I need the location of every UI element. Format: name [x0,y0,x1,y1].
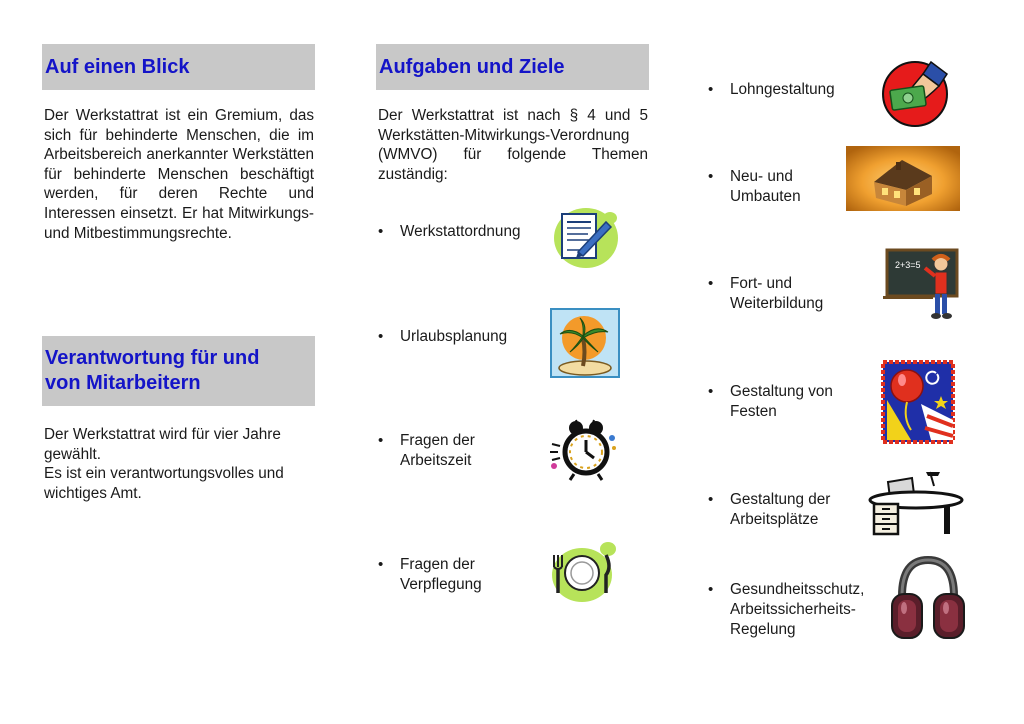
heading-verantwortung [42,336,315,406]
heading-auf-einen-blick: Auf einen Blick [42,44,315,90]
list-item-label-line1: • Fragen der [400,432,475,449]
list-item-gesundheitsschutz [706,580,886,640]
ear-protection-icon [888,556,968,642]
paragraph-responsibility [44,425,314,503]
list-item-label-line2: Arbeitszeit [400,452,472,469]
list-item-label-line2: Verpflegung [400,576,482,593]
list-item-festen [706,382,881,422]
heading-aufgaben-und-ziele: Aufgaben und Ziele [376,44,649,90]
paragraph-tasks-intro: Der Werkstattrat ist nach § 4 und 5 Werkstätten-Mitwirkungs-Verordnung (WMVO) für folgende Themen zuständig: [378,107,648,183]
list-item-arbeitszeit [376,431,546,471]
heading-verantwortung-line2: von Mitarbeitern [45,372,201,394]
list-item-label-line2: Festen [730,403,777,420]
party-balloon-icon [881,360,955,444]
paragraph-responsibility-line3: Es ist ein verantwortungsvolles und [44,465,284,483]
list-item-label: • Urlaubsplanung [400,328,508,345]
list-item-label: • Lohngestaltung [730,81,835,98]
heading-verantwortung-line1: Verantwortung für und [45,347,260,369]
list-item-label-line2: Weiterbildung [730,295,824,312]
list-item-label-line1: • Fragen der [400,556,475,573]
list-item-label-line1: • Gestaltung von [730,383,833,400]
paragraph-overview: Der Werkstattrat ist ein Gremium, das sich für behinderte Menschen, die im Arbeitsbereich anerkannter Werkstätten für behinderte Menschen beschäftigt werden, für deren Rechte und Interessen einsetzt. Er hat Mitwirkungs- und Mitbestimmungsrechte. [44,107,314,242]
money-hand-icon [879,56,951,128]
list-item-label-line2: Arbeitsplätze [730,511,819,528]
list-item-label-line2: Umbauten [730,188,801,205]
plate-cutlery-icon [548,537,620,605]
list-item-label-line2: Arbeitssicherheits- [730,601,856,618]
palm-island-icon [550,308,620,378]
list-item-label: • Werkstattordnung [400,223,521,240]
list-item-label-line3: Regelung [730,621,796,638]
list-item-arbeitsplaetze [706,490,881,530]
list-item-label-line1: • Gesundheitsschutz, [730,581,865,598]
alarm-clock-icon [548,418,620,482]
list-item-label-line1: • Fort- und [730,275,793,292]
house-icon [846,146,960,211]
list-item-verpflegung [376,555,546,595]
blackboard-text: 2+3=5 [895,260,921,270]
paragraph-responsibility-line1: Der Werkstattrat wird für vier Jahre [44,426,281,443]
list-item-weiterbildung [706,274,881,314]
list-item-werkstattordnung [376,222,546,242]
list-item-label-line1: • Neu- und [730,168,793,185]
list-item-lohngestaltung [706,80,881,100]
list-item-label-line1: • Gestaltung der [730,491,831,508]
paragraph-responsibility-line4: wichtiges Amt. [44,484,142,502]
list-item-urlaubsplanung [376,327,546,347]
list-item-neu-umbauten [706,167,846,207]
document-pen-icon [548,204,620,270]
paragraph-responsibility-line2: gewählt. [44,445,101,463]
desk-computer-icon [868,468,964,540]
teacher-blackboard-icon [881,248,961,322]
